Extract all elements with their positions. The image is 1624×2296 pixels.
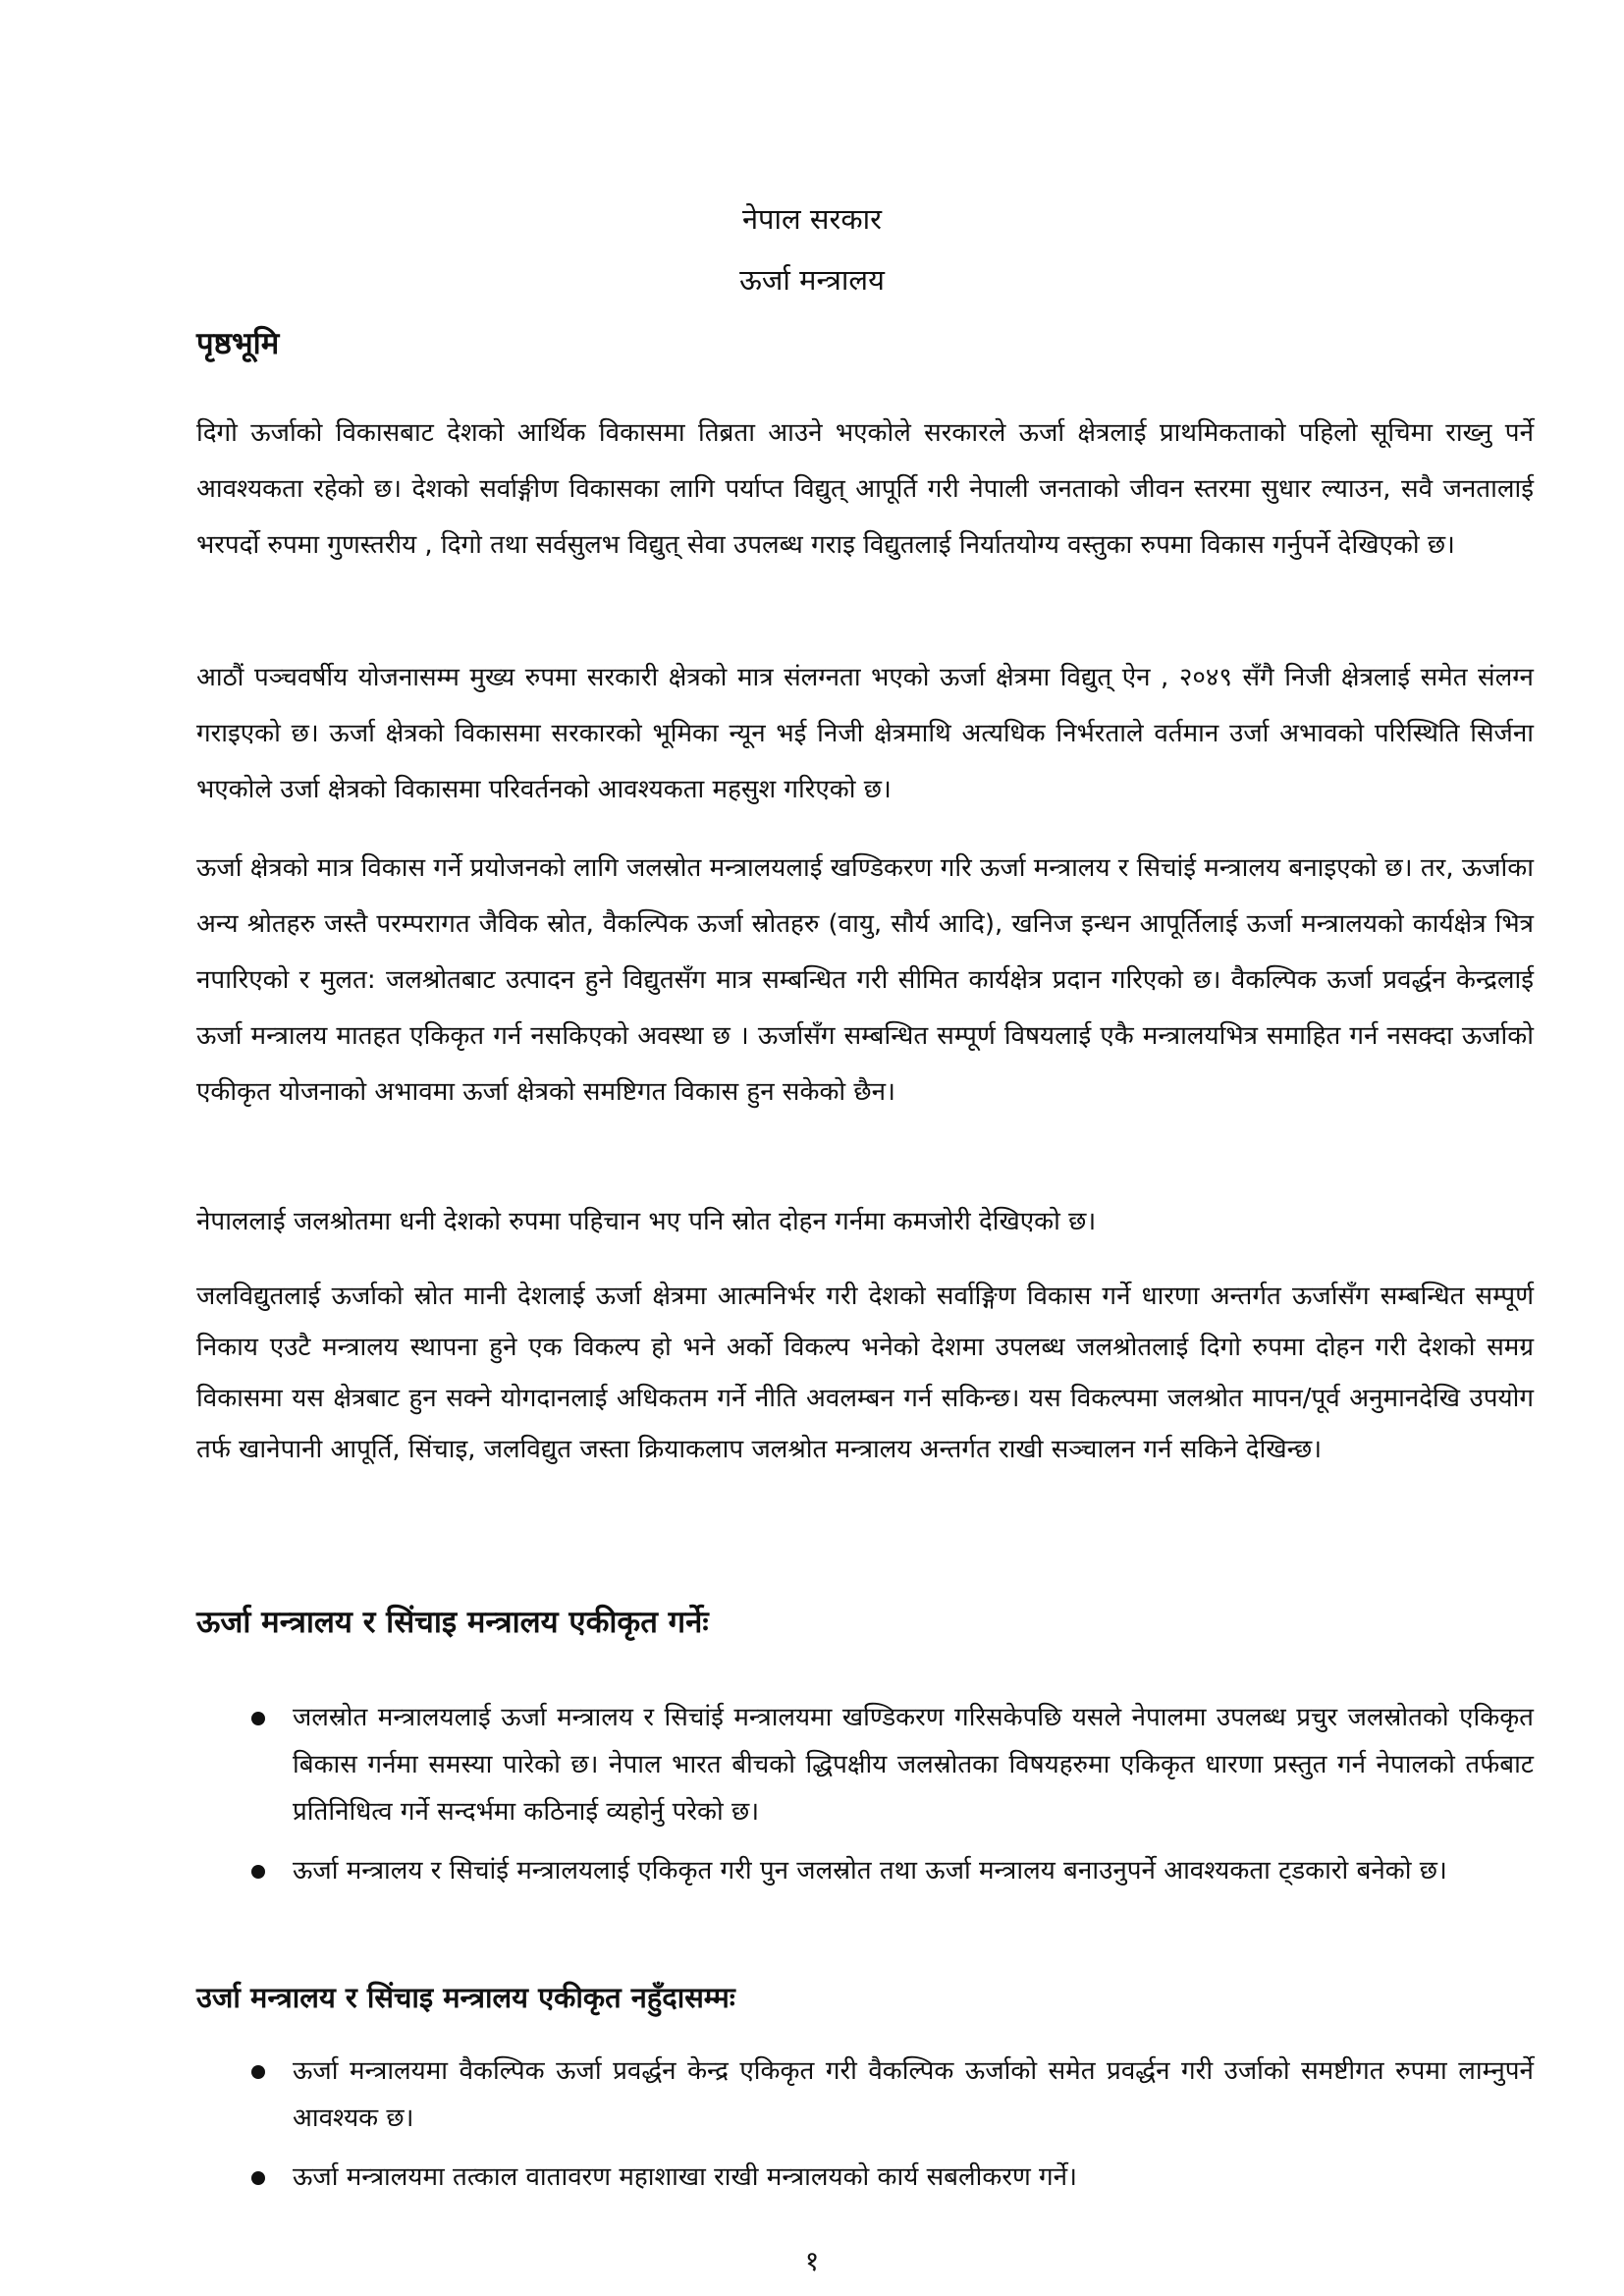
bullet-text: जलस्रोत मन्त्रालयलाई ऊर्जा मन्त्रालय र सिचांई मन्त्रालयमा खण्डिकरण गरिसकेपछि यसले नेपालमा उपलब्ध प्रचुर जलस्रोतको एकिकृत बिकास गर्नमा समस्या पारेको छ। नेपाल भारत बीचको द्धिपक्षीय जलस्रोतका विषयहरुमा एकिकृत धारणा प्रस्तुत गर्न नेपालको तर्फबाट प्रतिनिधित्व गर्ने सन्दर्भमा कठिनाई व्यहोर्नु परेको छ।	[293, 1703, 1534, 1827]
bullet-icon	[251, 2065, 265, 2079]
paragraph-private-sector: आठौं पञ्चवर्षीय योजनासम्म मुख्य रुपमा सरकारी क्षेत्रको मात्र संलग्नता भएको ऊर्जा क्षेत्रमा विद्युत् ऐन , २०४९ सँगै निजी क्षेत्रलाई समेत संलग्न गराइएको छ। ऊर्जा क्षेत्रको विकासमा सरकारको भूमिका न्यून भई निजी क्षेत्रमाथि अत्यधिक निर्भरताले वर्तमान उर्जा अभावको परिस्थिति सिर्जना भएकोले उर्जा क्षेत्रको विकासमा परिवर्तनको आवश्यकता महसुश गरिएको छ।	[196, 663, 1534, 804]
bullet-icon	[251, 2171, 265, 2185]
merge-bullet-list	[236, 1694, 1534, 1906]
list-item	[236, 1694, 1534, 1835]
bullet-text: ऊर्जा मन्त्रालय र सिचांई मन्त्रालयलाई एकिकृत गरी पुन जलस्रोत तथा ऊर्जा मन्त्रालय बनाउनुपर्ने आवश्यकता ट्डकारो बनेको छ।	[293, 1856, 1447, 1886]
list-item	[236, 2154, 1534, 2201]
bullet-text: ऊर्जा मन्त्रालयमा वैकल्पिक ऊर्जा प्रवर्द्धन केन्द्र एकिकृत गरी वैकल्पिक ऊर्जाको समेत प्रवर्द्धन गरी उर्जाको समष्टीगत रुपमा लाम्नुपर्ने आवश्यक छ।	[293, 2056, 1534, 2133]
background-heading: पृष्ठभूमि	[196, 326, 280, 361]
paragraph-hydropower-options: जलविद्युतलाई ऊर्जाको स्रोत मानी देशलाई ऊर्जा क्षेत्रमा आत्मनिर्भर गरी देशको सर्वाङ्गिण विकास गर्ने धारणा अन्तर्गत ऊर्जासँग सम्बन्धित सम्पूर्ण निकाय एउटै मन्त्रालय स्थापना हुने एक विकल्प हो भने अर्को विकल्प भनेको देशमा उपलब्ध जलश्रोतलाई दिगो रुपमा दोहन गरी देशको समग्र विकासमा यस क्षेत्रबाट हुन सक्ने योगदानलाई अधिकतम गर्ने नीति अवलम्बन गर्न सकिन्छ। यस विकल्पमा जलश्रोत मापन/पूर्व अनुमानदेखि उपयोग तर्फ खानेपानी आपूर्ति, सिंचाइ, जलविद्युत जस्ता क्रियाकलाप जलश्रोत मन्त्रालय अन्तर्गत राखी सञ्चालन गर्न सकिने देखिन्छ।	[196, 1282, 1534, 1464]
merge-section-heading: ऊर्जा मन्त्रालय र सिंचाइ मन्त्रालय एकीकृत गर्नेः	[196, 1605, 709, 1640]
bullet-icon	[251, 1712, 265, 1725]
ministry-title: ऊर्जा मन्त्रालय	[739, 263, 885, 297]
page-number: १	[804, 2245, 820, 2277]
paragraph-energy-priority: दिगो ऊर्जाको विकासबाट देशको आर्थिक विकासमा तिब्रता आउने भएकोले सरकारले ऊर्जा क्षेत्रलाई प्राथमिकताको पहिलो सूचिमा राख्नु पर्ने आवश्यकता रहेको छ। देशको सर्वाङ्गीण विकासका लागि पर्याप्त विद्युत् आपूर्ति गरी नेपाली जनताको जीवन स्तरमा सुधार ल्याउन, सवै जनतालाई भरपर्दो रुपमा गुणस्तरीय , दिगो तथा सर्वसुलभ विद्युत् सेवा उपलब्ध गराइ विद्युतलाई निर्यातयोग्य वस्तुका रुपमा विकास गर्नुपर्ने देखिएको छ।	[196, 418, 1534, 560]
paragraph-ministry-split: ऊर्जा क्षेत्रको मात्र विकास गर्ने प्रयोजनको लागि जलस्रोत मन्त्रालयलाई खण्डिकरण गरि ऊर्जा मन्त्रालय र सिचांई मन्त्रालय बनाइएको छ। तर, ऊर्जाका अन्य श्रोतहरु जस्तै परम्परागत जैविक स्रोत, वैकल्पिक ऊर्जा स्रोतहरु (वायु, सौर्य आदि), खनिज इन्धन आपूर्तिलाई ऊर्जा मन्त्रालयको कार्यक्षेत्र भित्र नपारिएको र मुलत: जलश्रोतबाट उत्पादन हुने विद्युतसँग मात्र सम्बन्धित गरी सीमित कार्यक्षेत्र प्रदान गरिएको छ। वैकल्पिक ऊर्जा प्रवर्द्धन केन्द्रलाई ऊर्जा मन्त्रालय मातहत एकिकृत गर्न नसकिएको अवस्था छ । ऊर्जासँग सम्बन्धित सम्पूर्ण विषयलाई एकै मन्त्रालयभित्र समाहित गर्न नसक्दा ऊर्जाको एकीकृत योजनाको अभावमा ऊर्जा क्षेत्रको समष्टिगत विकास हुन सकेको छैन।	[196, 853, 1534, 1107]
until-merge-section-heading: उर्जा मन्त्रालय र सिंचाइ मन्त्रालय एकीकृत नहुँदासम्मः	[196, 1981, 735, 2014]
paragraph-water-resources: नेपाललाई जलश्रोतमा धनी देशको रुपमा पहिचान भए पनि स्रोत दोहन गर्नमा कमजोरी देखिएको छ।	[196, 1207, 1097, 1236]
list-item	[236, 1847, 1534, 1894]
list-item	[236, 2048, 1534, 2142]
until-merge-bullet-list	[236, 2048, 1534, 2213]
government-title: नेपाल सरकार	[741, 202, 883, 236]
bullet-icon	[251, 1865, 265, 1879]
bullet-text: ऊर्जा मन्त्रालयमा तत्काल वातावरण महाशाखा राखी मन्त्रालयको कार्य सबलीकरण गर्ने।	[293, 2162, 1077, 2192]
